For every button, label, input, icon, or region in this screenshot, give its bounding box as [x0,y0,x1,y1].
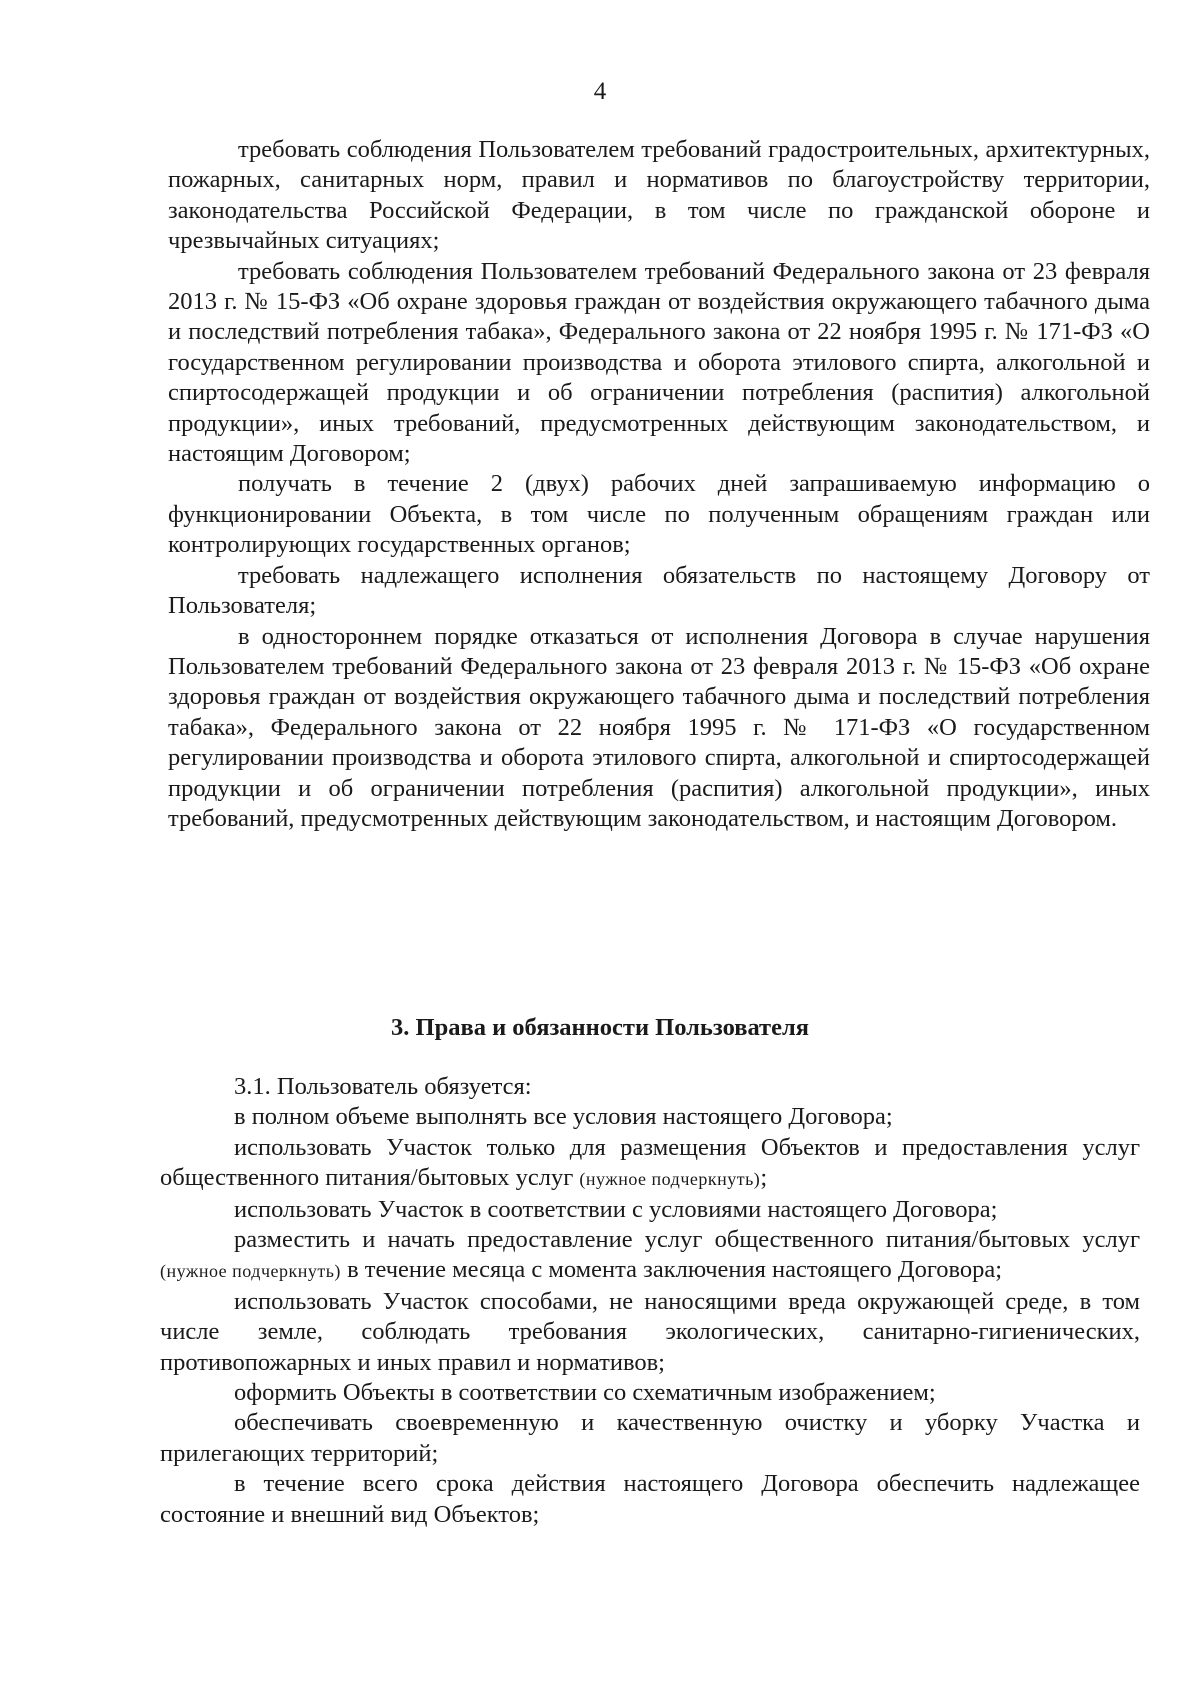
paragraph: требовать соблюдения Пользователем требований Федерального закона от 23 февраля 2013 г. № 15-ФЗ «Об охране здоровья граждан от воздействия окружающего табачного дыма и последствий потребления табака», Федерального закона от 22 ноября 1995 г. № 171-ФЗ «О государственном регулировании производства и оборота этилового спирта, алкогольной и спиртосодержащей продукции и об ограничении потребления (распития) алкогольной продукции», иных требований, предусмотренных действующим законодательством, и настоящим Договором; [168,257,1150,468]
page-number: 4 [593,78,607,105]
obligation-item: использовать Участок способами, не наносящими вреда окружающей среде, в том числе земле, соблюдать требования экологических, санитарно-гигиенических, противопожарных и иных правил и нормативов; [160,1287,1140,1376]
rights-list [168,135,1150,834]
note-text: (нужное подчеркнуть) [160,1261,341,1282]
item-end: в течение месяца с момента заключения настоящего Договора; [347,1256,1003,1284]
paragraph: требовать надлежащего исполнения обязательств по настоящему Договору от Пользователя; [168,561,1150,620]
item-text: использовать Участок только для размещения Объектов и предоставления услуг общественного питания/бытовых услуг [160,1133,1140,1192]
section-intro: 3.1. Пользователь обязуется: [234,1073,532,1100]
obligation-item: использовать Участок в соответствии с условиями настоящего Договора; [234,1195,998,1223]
obligation-item: в полном объеме выполнять все условия настоящего Договора; [234,1103,893,1131]
obligation-item: обеспечивать своевременную и качественную очистку и уборку Участка и прилегающих территорий; [160,1409,1140,1467]
paragraph: получать в течение 2 (двух) рабочих дней запрашиваемую информацию о функционировании Объекта, в том числе по полученным обращениям граждан или контролирующих государственных органов; [168,470,1150,559]
obligation-item [160,1225,1140,1287]
obligation-item: оформить Объекты в соответствии со схематичным изображением; [234,1379,936,1407]
obligation-item: в течение всего срока действия настоящего Договора обеспечить надлежащее состояние и внешний вид Объектов; [160,1470,1140,1528]
obligations-list [160,1072,1140,1530]
note-text: (нужное подчеркнуть) [579,1169,761,1190]
section-heading: 3. Права и обязанности Пользователя [391,1014,809,1041]
paragraph: в одностороннем порядке отказаться от исполнения Договора в случае нарушения Пользователем требований Федерального закона от 23 февраля 2013 г. № 15-ФЗ «Об охране здоровья граждан от воздействия окружающего табачного дыма и последствий потребления табака», Федерального закона от 22 ноября 1995 г. № 171-ФЗ «О государственном регулировании производства и оборота этилового спирта, алкогольной и спиртосодержащей продукции и об ограничении потребления (распития) алкогольной продукции», иных требований, предусмотренных действующим законодательством, и настоящим Договором. [168,622,1150,832]
paragraph: требовать соблюдения Пользователем требований градостроительных, архитектурных, пожарных, санитарных норм, правил и нормативов по благоустройству территории, законодательства Российской Федерации, в том числе по гражданской обороне и чрезвычайных ситуациях; [168,136,1150,255]
item-end: ; [760,1164,768,1192]
item-text: разместить и начать предоставление услуг общественного питания/бытовых услуг [234,1226,1140,1254]
obligation-item [160,1133,1140,1195]
